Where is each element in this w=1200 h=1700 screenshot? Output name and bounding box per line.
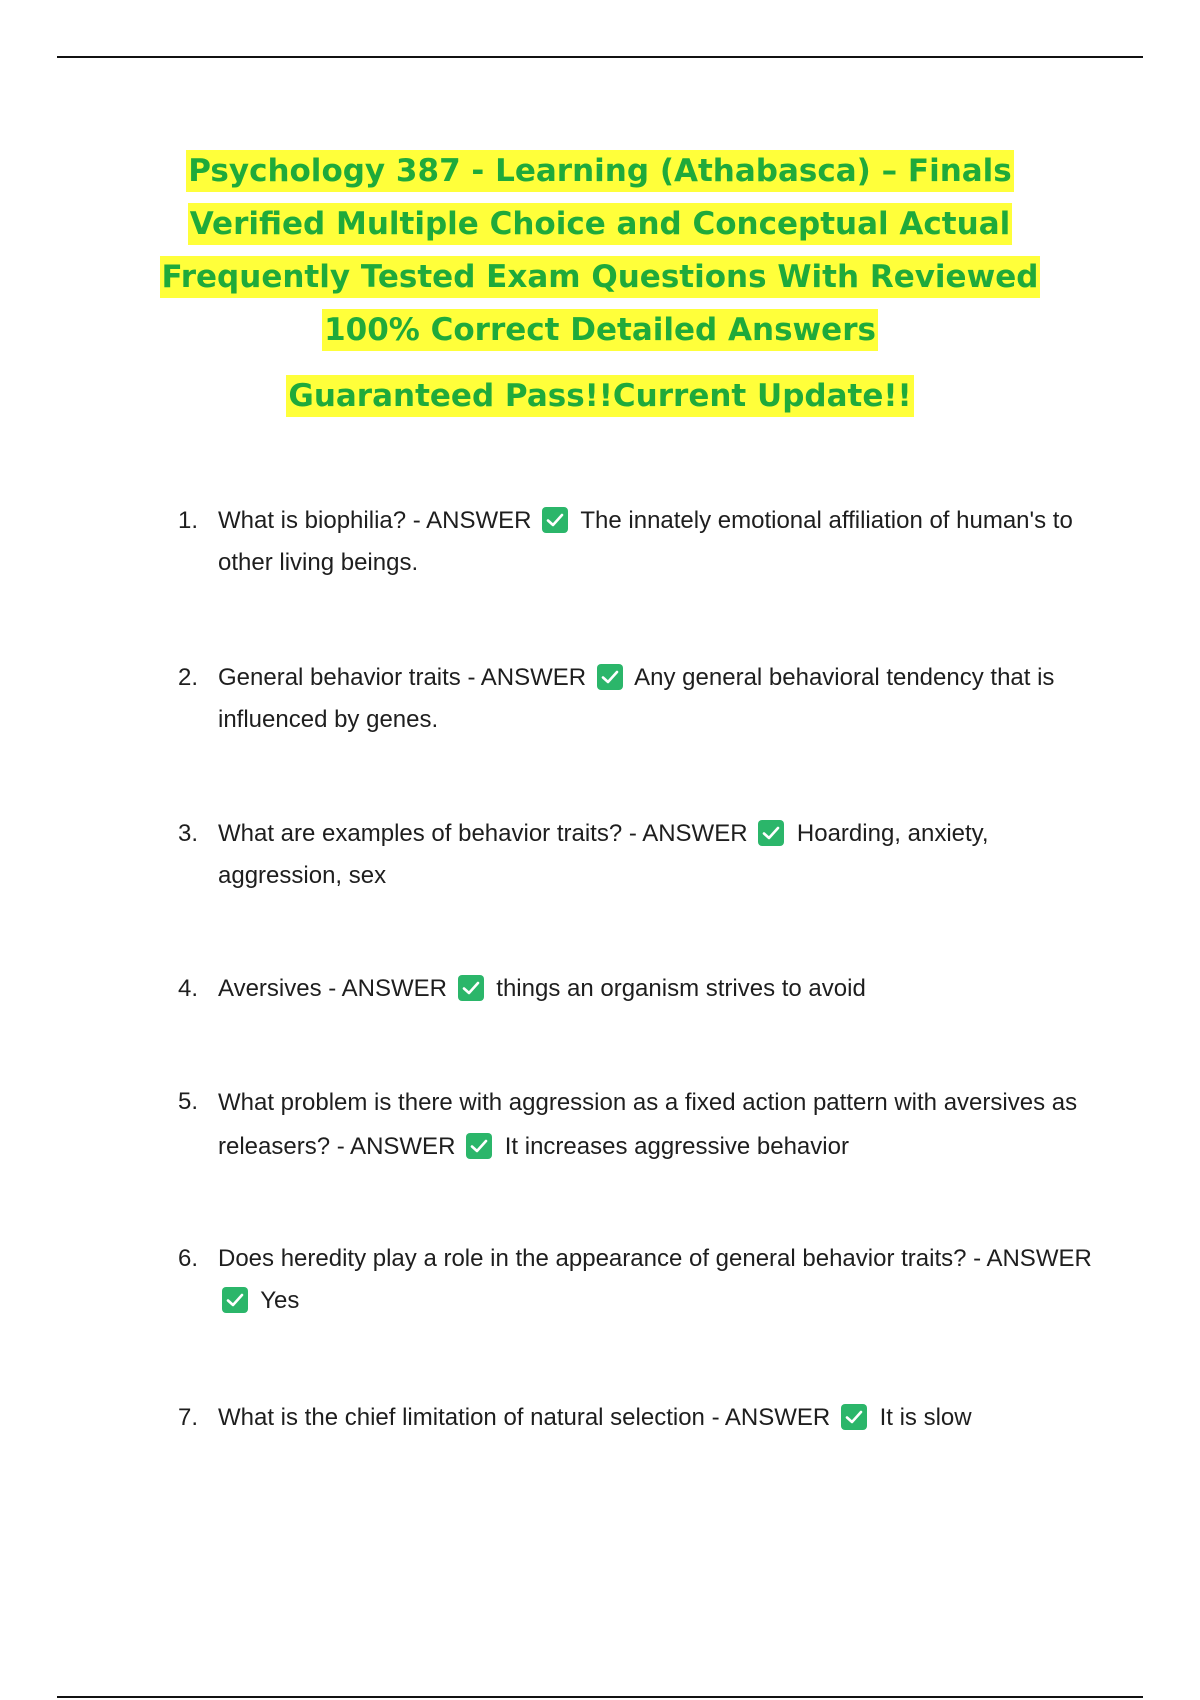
- check-box-icon: [466, 1133, 492, 1159]
- question-text: Does heredity play a role in the appearance of general behavior traits? - ANSWER: [218, 1245, 1092, 1272]
- list-item: [178, 1081, 1098, 1169]
- answer-text: Any general behavioral tendency that is influenced by genes.: [218, 664, 1055, 733]
- subtitle-text: Guaranteed Pass!!Current Update!!: [286, 375, 913, 417]
- bottom-rule: [57, 1696, 1143, 1698]
- list-item: [178, 657, 1098, 741]
- item-number: 3.: [178, 820, 199, 847]
- question-text: What problem is there with aggression as a fixed action pattern with aversives as releasers? - ANSWER: [218, 1089, 1078, 1160]
- check-box-icon: [841, 1404, 867, 1430]
- item-body: [218, 657, 1098, 741]
- answer-text: The innately emotional affiliation of human's to other living beings.: [218, 507, 1073, 576]
- check-box-icon: [758, 820, 784, 846]
- item-number: 7.: [178, 1404, 199, 1431]
- question-text: Aversives - ANSWER: [218, 975, 447, 1002]
- item-body: [218, 500, 1098, 584]
- question-text: What is the chief limitation of natural selection - ANSWER: [218, 1404, 831, 1431]
- item-number: 2.: [178, 664, 199, 691]
- item-body: [218, 813, 1098, 897]
- document-subtitle: [150, 372, 1050, 420]
- answer-text: things an organism strives to avoid: [496, 975, 866, 1002]
- item-body: [218, 1238, 1098, 1322]
- answer-text: It increases aggressive behavior: [504, 1133, 849, 1160]
- document-title: [150, 145, 1050, 357]
- list-item: [178, 813, 1098, 897]
- item-number: 1.: [178, 507, 199, 534]
- title-line: Frequently Tested Exam Questions With Reviewed: [160, 256, 1041, 298]
- item-body: [218, 1081, 1098, 1169]
- question-text: What are examples of behavior traits? - ANSWER: [218, 820, 748, 847]
- answer-text: It is slow: [879, 1404, 972, 1431]
- item-body: [218, 1397, 1098, 1439]
- list-item: [178, 1397, 1098, 1439]
- answer-text: Hoarding, anxiety, aggression, sex: [218, 820, 989, 889]
- top-rule: [57, 56, 1143, 58]
- check-box-icon: [222, 1287, 248, 1313]
- check-box-icon: [597, 664, 623, 690]
- list-item: [178, 968, 1098, 1010]
- title-line: Psychology 387 - Learning (Athabasca) – Finals: [186, 150, 1014, 192]
- list-item: [178, 1238, 1098, 1322]
- item-number: 5.: [178, 1088, 199, 1115]
- list-item: [178, 500, 1098, 584]
- title-line: 100% Correct Detailed Answers: [322, 309, 878, 351]
- item-number: 6.: [178, 1245, 199, 1272]
- question-text: What is biophilia? - ANSWER: [218, 507, 532, 534]
- check-box-icon: [458, 975, 484, 1001]
- question-text: General behavior traits - ANSWER: [218, 664, 587, 691]
- check-box-icon: [542, 507, 568, 533]
- item-number: 4.: [178, 975, 199, 1002]
- item-body: [218, 968, 1098, 1010]
- title-line: Verified Multiple Choice and Conceptual Actual: [188, 203, 1013, 245]
- answer-text: Yes: [260, 1287, 300, 1314]
